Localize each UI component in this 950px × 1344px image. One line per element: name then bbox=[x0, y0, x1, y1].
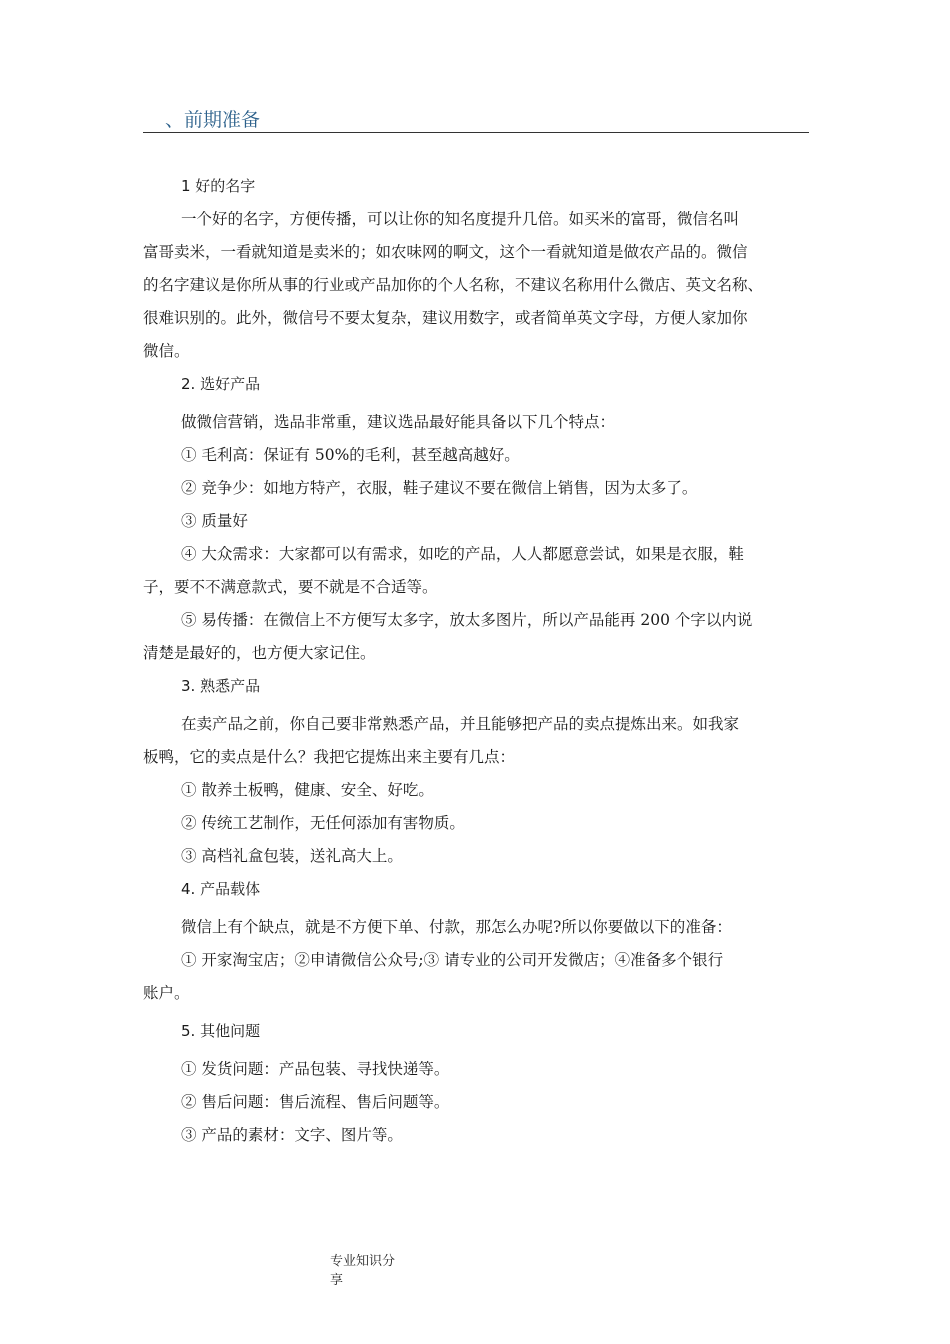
section-1-title: 1 好的名字 bbox=[181, 177, 256, 195]
section-3-item-2: ② 传统工艺制作，无任何添加有害物质。 bbox=[181, 814, 465, 832]
section-4-intro: 微信上有个缺点，就是不方便下单、付款，那怎么办呢?所以你要做以下的准备： bbox=[181, 918, 732, 936]
section-1-line-1: 一个好的名字，方便传播，可以让你的知名度提升几倍。如买米的富哥，微信名叫 bbox=[181, 210, 740, 228]
section-1-line-2: 富哥卖米，一看就知道是卖米的；如农味网的啊文，这个一看就知道是做农产品的。微信 bbox=[143, 243, 748, 261]
section-4-item-1-cont: 账户。 bbox=[143, 984, 190, 1002]
section-2-title: 2. 选好产品 bbox=[181, 375, 261, 393]
section-3-item-1: ① 散养土板鸭，健康、安全、好吃。 bbox=[181, 781, 434, 799]
section-4-title: 4. 产品载体 bbox=[181, 880, 261, 898]
document-body bbox=[143, 170, 811, 1152]
section-1-line-3: 的名字建议是你所从事的行业或产品加你的个人名称，不建议名称用什么微店、英文名称、 bbox=[143, 276, 764, 294]
section-heading bbox=[143, 108, 809, 133]
footer-line-1: 专业知识分 bbox=[330, 1254, 396, 1269]
section-5-item-3: ③ 产品的素材：文字、图片等。 bbox=[181, 1126, 403, 1144]
section-3-title: 3. 熟悉产品 bbox=[181, 677, 261, 695]
section-5-item-1: ① 发货问题：产品包装、寻找快递等。 bbox=[181, 1060, 450, 1078]
section-1-line-5: 微信。 bbox=[143, 342, 190, 360]
section-2-item-2: ② 竞争少：如地方特产，衣服，鞋子建议不要在微信上销售，因为太多了。 bbox=[181, 479, 698, 497]
section-2-item-4-cont: 子，要不不满意款式，要不就是不合适等。 bbox=[143, 578, 438, 596]
section-5-title: 5. 其他问题 bbox=[181, 1022, 261, 1040]
section-2-item-1: ① 毛利高：保证有 50%的毛利，甚至越高越好。 bbox=[181, 446, 520, 464]
section-5-item-2: ② 售后问题：售后流程、售后问题等。 bbox=[181, 1093, 450, 1111]
section-3-intro-2: 板鸭，它的卖点是什么？我把它提炼出来主要有几点： bbox=[143, 748, 516, 766]
section-1-line-4: 很难识别的。此外，微信号不要太复杂，建议用数字，或者简单英文字母，方便人家加你 bbox=[143, 309, 748, 327]
section-2-item-4: ④ 大众需求：大家都可以有需求，如吃的产品，人人都愿意尝试，如果是衣服，鞋 bbox=[181, 545, 744, 563]
section-2-item-5: ⑤ 易传播：在微信上不方便写太多字，放太多图片，所以产品能再 200 个字以内说 bbox=[181, 611, 753, 629]
section-4-item-1: ① 开家淘宝店；②申请微信公众号;③ 请专业的公司开发微店；④准备多个银行 bbox=[181, 951, 724, 969]
section-2-intro: 做微信营销，选品非常重，建议选品最好能具备以下几个特点： bbox=[181, 413, 616, 431]
footer-line-2: 享 bbox=[330, 1273, 344, 1288]
section-3-item-3: ③ 高档礼盒包装，送礼高大上。 bbox=[181, 847, 403, 865]
section-3-intro-1: 在卖产品之前，你自己要非常熟悉产品，并且能够把产品的卖点提炼出来。如我家 bbox=[181, 715, 740, 733]
section-2-item-3: ③ 质量好 bbox=[181, 512, 248, 530]
page-footer bbox=[330, 1252, 410, 1290]
section-2-item-5-cont: 清楚是最好的，也方便大家记住。 bbox=[143, 644, 376, 662]
section-heading-text: 、前期准备 bbox=[165, 109, 261, 131]
